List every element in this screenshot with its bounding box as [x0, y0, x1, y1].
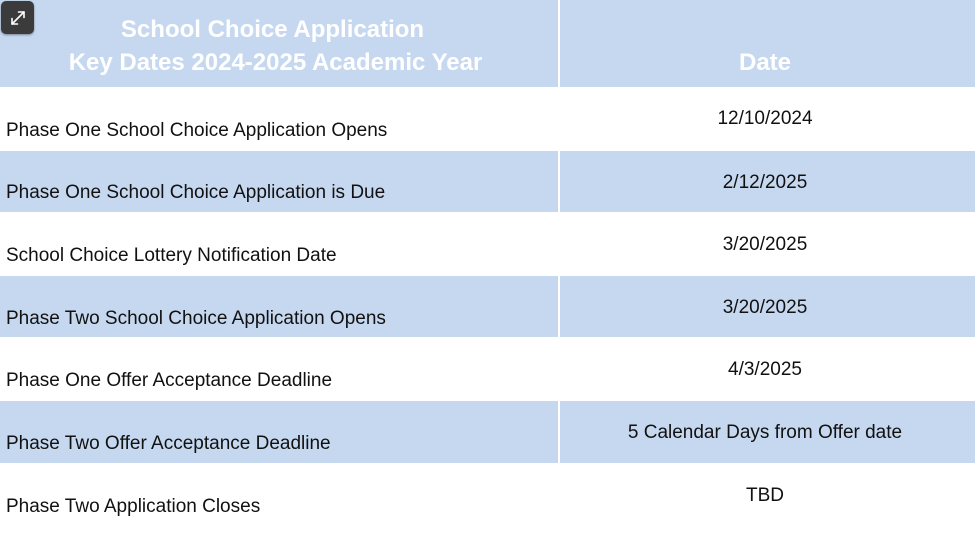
table-row [0, 87, 975, 151]
table-row [0, 463, 975, 537]
header-date-label: Date [738, 49, 792, 76]
event-label: School Choice Lottery Notification Date [6, 245, 337, 266]
header-title-line2: Key Dates 2024-2025 Academic Year [68, 49, 483, 76]
event-label: Phase One School Choice Application Opens [6, 120, 388, 141]
event-date: 2/12/2025 [722, 172, 808, 193]
event-date: 4/3/2025 [728, 359, 802, 380]
expand-button[interactable] [1, 1, 34, 34]
event-label: Phase One School Choice Application is Due [6, 182, 386, 203]
expand-icon [9, 9, 27, 27]
table-row [0, 276, 975, 337]
table-header [0, 0, 975, 87]
table-row [0, 337, 975, 401]
event-label: Phase Two Offer Acceptance Deadline [6, 433, 331, 454]
event-label: Phase One Offer Acceptance Deadline [6, 370, 333, 391]
table-row [0, 151, 975, 212]
event-date: 5 Calendar Days from Offer date [627, 422, 903, 443]
event-date: 3/20/2025 [722, 297, 808, 318]
header-title-line1: School Choice Application [120, 16, 425, 43]
event-label: Phase Two Application Closes [6, 496, 261, 517]
event-label: Phase Two School Choice Application Opens [6, 308, 386, 329]
event-date: 3/20/2025 [722, 234, 808, 255]
event-date: TBD [746, 485, 784, 506]
header-title-cell [0, 0, 558, 87]
table-row [0, 212, 975, 276]
table-row [0, 401, 975, 463]
event-date: 12/10/2024 [717, 108, 813, 129]
